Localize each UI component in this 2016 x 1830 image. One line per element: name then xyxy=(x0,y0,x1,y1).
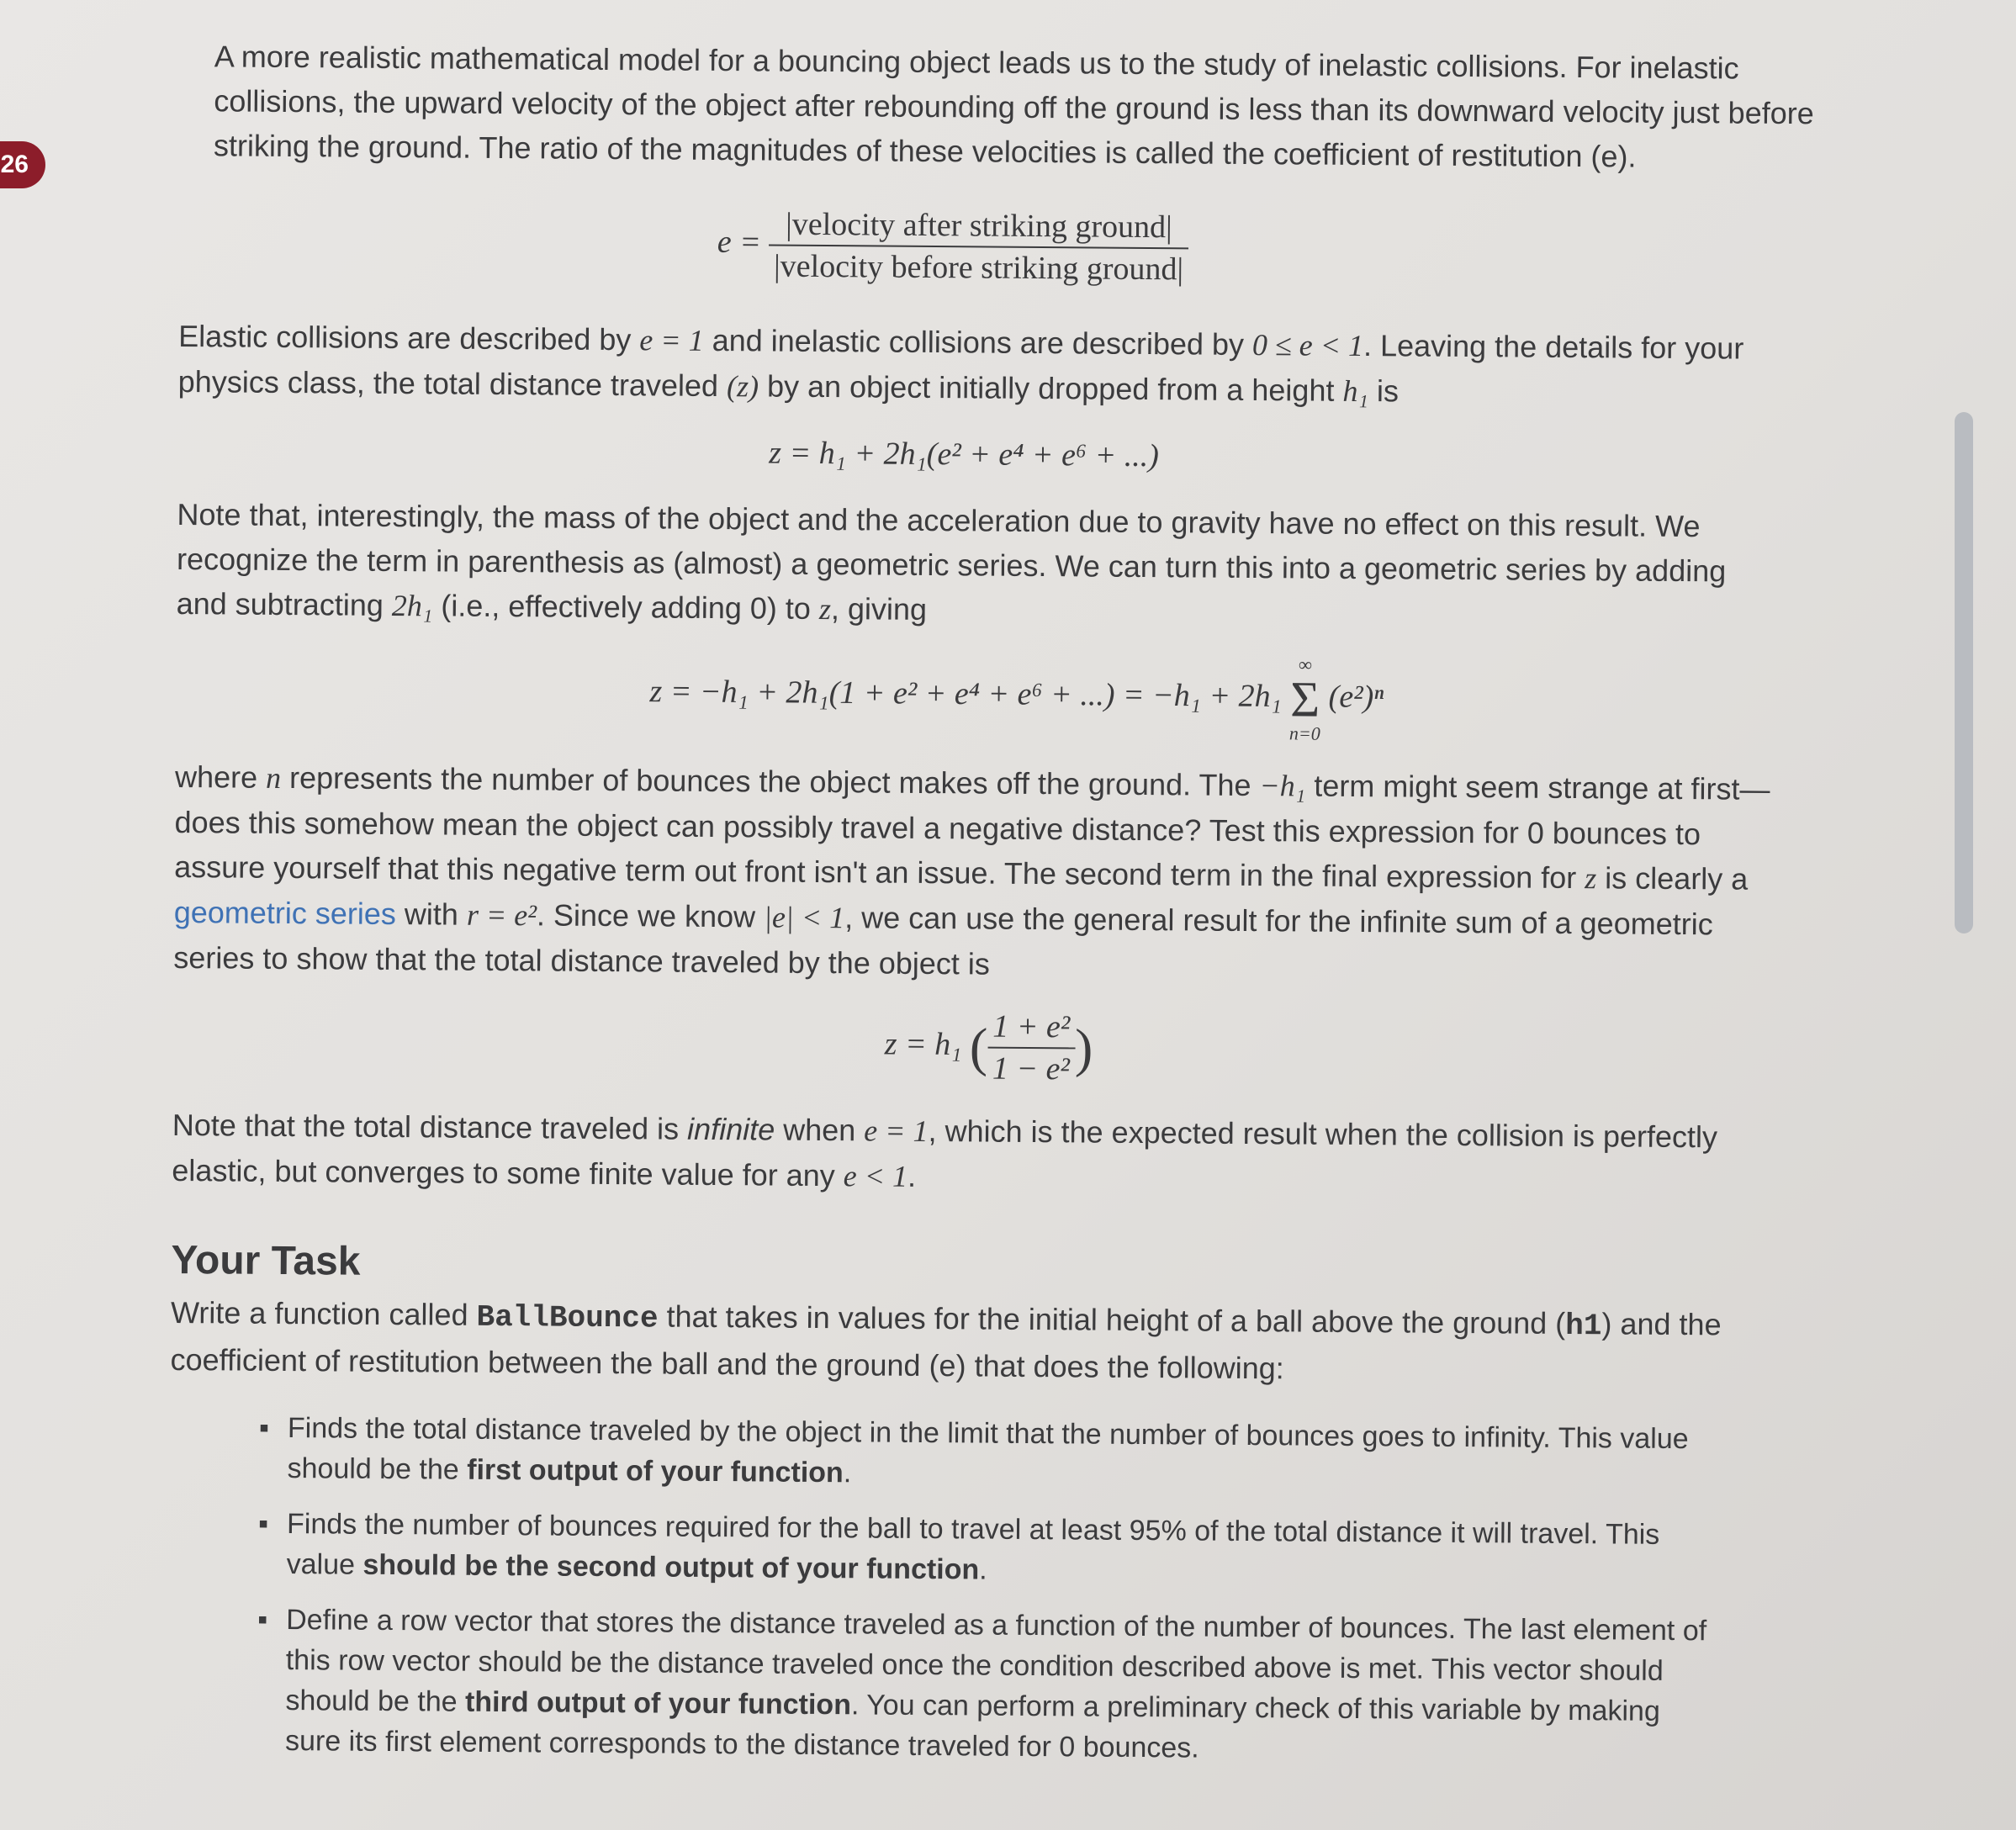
geometric-series-link[interactable]: geometric series xyxy=(173,894,397,932)
scrollbar[interactable] xyxy=(1955,412,1973,934)
list-item: ▪ Finds the number of bounces required for the ball to travel at least 95% of the total distance it will travel. This value should be the second output of your function. xyxy=(287,1504,1717,1595)
list-item: ▪ Define a row vector that stores the distance traveled as a function of the number of bounces. The last element of this row vector should be the distance traveled once the condition described above is met. This vector should should be the third output of your function. You can perform a preliminary check of this variable by making sure its first element corresponds to the distance traveled for 0 bounces. xyxy=(285,1600,1716,1772)
list-item: ▪ Finds the total distance traveled by the object in the limit that the number of bounces goes to infinity. This value should be the first output of your function. xyxy=(287,1408,1717,1499)
total-distance-lhs: z = h₁ xyxy=(884,1026,962,1063)
bounces-paragraph: where n represents the number of bounces the object makes off the ground. The −h₁ term might seem strange at first—does this somehow mean the object can possibly travel a negative distance? Test this expression for 0 bounces to assure yourself that this negative term out front isn't an issue. The second term in the final expression for z is clearly a geometric series with r = e². Since we know |e| < 1, we can use the general result for the infinite sum of a geometric series to show that the total distance traveled by the object is xyxy=(173,759,1770,981)
problem-content xyxy=(167,34,1846,1788)
task-list xyxy=(167,1407,1717,1772)
elastic-paragraph: Elastic collisions are described by e = 1 and inelastic collisions are described by 0 ≤ e < 1. Leaving the details for your physics class, the total distance traveled (z) by an object initially dropped from a height h₁ is xyxy=(177,318,1744,409)
your-task-heading: Your Task xyxy=(171,1237,361,1284)
distance-equation: z = h₁ + 2h₁(e² + e⁴ + e⁶ + ...) xyxy=(769,435,1160,474)
geometric-equation-left: z = −h₁ + 2h₁(1 + e² + e⁴ + e⁶ + ...) = −h₁ + 2h₁ xyxy=(649,674,1282,715)
fraction-denominator: |velocity before striking ground| xyxy=(773,248,1184,288)
note-paragraph: Note that, interestingly, the mass of the object and the acceleration due to gravity have no effect on this result. We recognize the term in parenthesis as (almost) a geometric series. We can turn this into a geometric series by adding and subtracting 2h₁ (i.e., effectively adding 0) to z, giving xyxy=(176,496,1727,627)
geometric-equation xyxy=(192,647,1841,747)
fraction-numerator: |velocity after striking ground| xyxy=(769,206,1188,250)
equation-lhs: e = xyxy=(717,224,762,261)
infinite-note-paragraph: Note that the total distance traveled is infinite when e = 1, which is the expected result when the collision is perfectly elastic, but converges to some finite value for any e < 1. xyxy=(172,1107,1718,1193)
restitution-fraction xyxy=(769,206,1189,288)
task-intro-paragraph: Write a function called BallBounce that takes in values for the initial height of a ball above the ground (h1) and the coefficient of restitution between the ball and the ground (e) that does the following: xyxy=(170,1294,1722,1386)
geometric-equation-right: (e²)ⁿ xyxy=(1328,679,1384,715)
question-number-badge: 26 xyxy=(0,141,45,188)
total-distance-equation: z = h₁ ( $\frac{\text{1 + e²}}{\text{1 − e²}}$ ) xyxy=(884,1008,1093,1087)
summation-symbol: ∞ Σ n=0 xyxy=(1288,653,1320,744)
restitution-equation xyxy=(61,200,1845,294)
total-distance-fraction: $\frac{\text{1 + e²}}{\text{1 − e²}}$ xyxy=(987,1008,1076,1088)
intro-paragraph: A more realistic mathematical model for a bouncing object leads us to the study of inelastic collisions. For inelastic collisions, the upward velocity of the object after rebounding off the ground is less than its downward velocity just before striking the ground. The ratio of the magnitudes of these velocities is called the coefficient of restitution (e). xyxy=(213,39,1814,174)
